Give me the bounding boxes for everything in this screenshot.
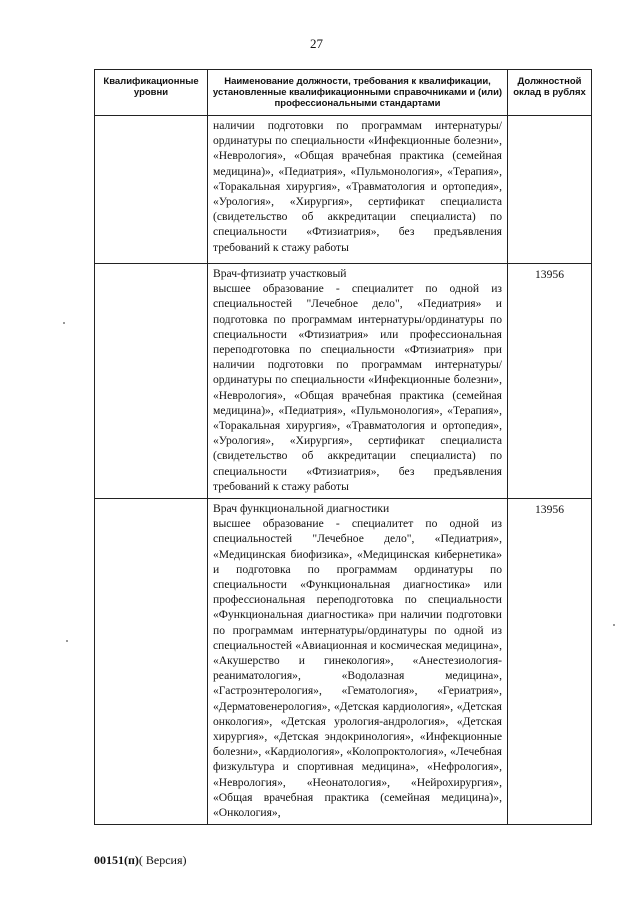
level-cell [95,499,208,825]
requirements-text: наличии подготовки по программам интернатуры/ординатуры по специальности «Инфекционные болезни», «Неврология», «Общая врачебная практика (семейная медицина)», «Педиатрия», «Пульмонология», «Терапия», «Торакальная хирургия», «Травматология и ортопедия», «Урология», «Хирургия», сертификат специалиста (свидетельство об аккредитации специалиста) по специальности «Фтизиатрия», без предъявления требований к стажу работы [213,119,502,254]
salary-cell: 13956 [508,499,592,825]
position-title: Врач-фтизиатр участковый [213,267,347,280]
position-cell [208,264,508,499]
qualification-table [94,69,592,825]
position-cell [208,499,508,825]
position-title: Врач функциональной диагностики [213,502,390,515]
requirements-text: высшее образование - специалитет по одной из специальностей "Лечебное дело", «Педиатрия», «Медицинская биофизика», «Медицинская кибернетика» и подготовка по программам ординатуры по специальности «Функциональная диагностика» или профессиональная переподготовка по специальности «Функциональная диагностика» при наличии подготовки по программам интернатуры/ординатуры по одной из специальностей «Авиационная и космическая медицина», «Акушерство и гинекология», «Анестезиология-реаниматология», «Водолазная медицина», «Гастроэнтерология», «Гематология», «Гериатрия», «Дерматовенерология», «Детская кардиология», «Детская онкология», «Детская урология-андрология», «Детская хирургия», «Детская эндокринология», «Инфекционные болезни», «Кардиология», «Колопроктология», «Лечебная физкультура и спортивная медицина», «Нефрология», «Неврология», «Неонатология», «Нейрохирургия», «Общая врачебная практика (семейная медицина)», «Онкология», [213,517,502,820]
level-cell [95,264,208,499]
requirements-text: высшее образование - специалитет по одной из специальностей "Лечебное дело", «Педиатрия» и подготовка по программам интернатуры/ординатуры по специальности «Фтизиатрия» или профессиональная переподготовка по специальности «Фтизиатрия» при наличии подготовки по программам интернатуры/ординатуры по специальности «Инфекционные болезни», «Неврология», «Общая врачебная практика (семейная медицина)», «Педиатрия», «Пульмонология», «Терапия», «Торакальная хирургия», «Травматология и ортопедия», «Урология», «Хирургия», сертификат специалиста (свидетельство об аккредитации специалиста) по специальности «Фтизиатрия», без предъявления требований к стажу работы [213,282,502,493]
header-salary: Должностной оклад в рублях [508,70,592,116]
table-row [95,264,592,499]
document-version: ( Версия) [138,853,187,867]
salary-cell [508,116,592,264]
salary-cell: 13956 [508,264,592,499]
scan-speck [63,322,65,324]
scan-speck [66,640,68,642]
document-code: 00151(п) [94,853,139,867]
table-header-row [95,70,592,116]
table-row [95,116,592,264]
page-number: 27 [310,36,323,51]
header-qualification-levels: Квалификационные уровни [95,70,208,116]
level-cell [95,116,208,264]
header-position-requirements: Наименование должности, требования к квалификации, установленные квалификационными справочниками и (или) профессиональными стандартами [208,70,508,116]
position-cell [208,116,508,264]
table-row [95,499,592,825]
document-footer [94,853,187,868]
scan-speck [613,624,615,626]
